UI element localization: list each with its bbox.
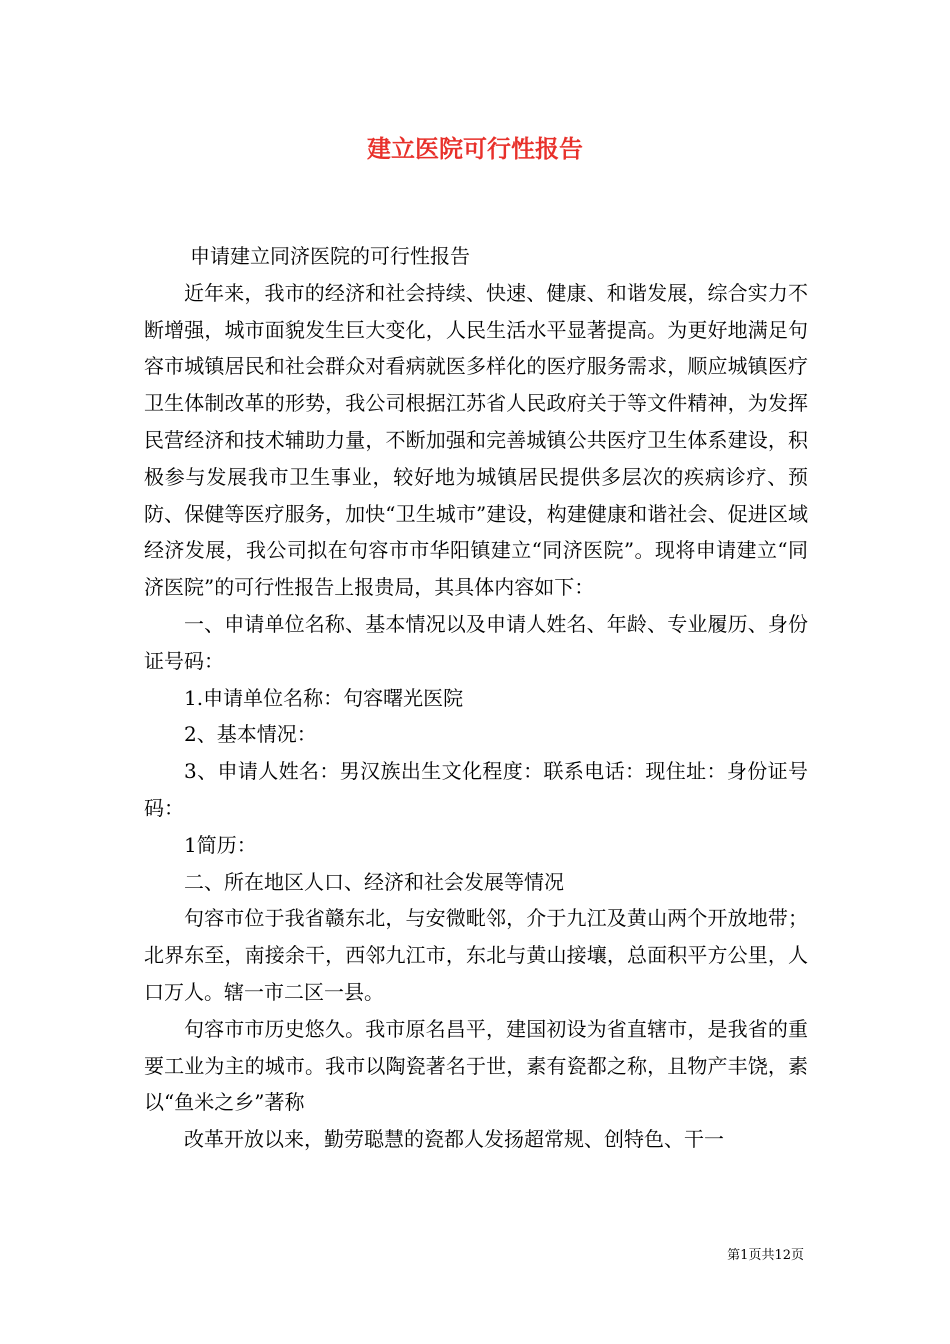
page-title: 建立医院可行性报告 xyxy=(367,134,583,163)
document-body xyxy=(144,238,808,1158)
section-heading-1: 一、申请单位名称、基本情况以及申请人姓名、年龄、专业履历、身份证号码： xyxy=(144,611,808,673)
paragraph-reform: 改革开放以来，勤劳聪慧的瓷都人发扬超常规、创特色、干一 xyxy=(184,1127,724,1152)
paragraph-intro: 近年来，我市的经济和社会持续、快速、健康、和谐发展，综合实力不断增强，城市面貌发生巨大变化，人民生活水平显著提高。为更好地满足句容市城镇居民和社会群众对看病就医多样化的医疗服务需求，顺应城镇医疗卫生体制改革的形势，我公司根据江苏省人民政府关于等文件精神，为发挥民营经济和技术辅助力量，不断加强和完善城镇公共医疗卫生体系建设，积极参与发展我市卫生事业，较好地为城镇居民提供多层次的疾病诊疗、预防、保健等医疗服务，加快“卫生城市”建设，构建健康和谐社会、促进区域经济发展，我公司拟在句容市市华阳镇建立“同济医院”。现将申请建立“同济医院”的可行性报告上报贵局，其具体内容如下： xyxy=(144,280,808,600)
paragraph-resume: 1简历： xyxy=(184,832,257,857)
paragraph-basic-info: 2、基本情况： xyxy=(184,722,317,747)
paragraph-unit-name: 1.申请单位名称：句容曙光医院 xyxy=(184,685,464,710)
page-number: 第1页共12页 xyxy=(727,1248,804,1263)
section-heading-2: 二、所在地区人口、经济和社会发展等情况 xyxy=(184,869,564,894)
paragraph-location: 句容市位于我省赣东北，与安微毗邻，介于九江及黄山两个开放地带；北界东至，南接余干，西邻九江市，东北与黄山接壤，总面积平方公里，人口万人。辖一市二区一县。 xyxy=(144,906,808,1004)
document-subtitle: 申请建立同济医院的可行性报告 xyxy=(190,244,470,268)
paragraph-applicant: 3、申请人姓名：男汉族出生文化程度：联系电话：现住址：身份证号码： xyxy=(144,759,808,820)
paragraph-history: 句容市市历史悠久。我市原名昌平，建国初设为省直辖市，是我省的重要工业为主的城市。我市以陶瓷著名于世，素有瓷都之称，且物产丰饶，素以“鱼米之乡”著称 xyxy=(144,1016,808,1115)
